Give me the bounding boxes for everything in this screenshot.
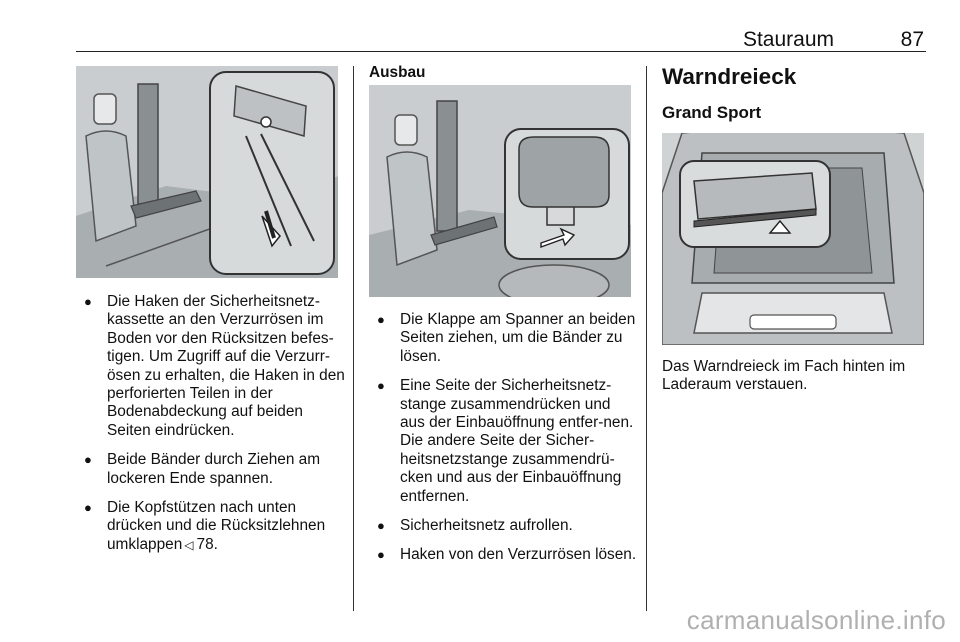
list-item <box>84 499 346 554</box>
net-cassette-hook-figure <box>76 66 338 278</box>
xref-triangle-icon: ◁ <box>184 537 194 552</box>
bullet-icon: ● <box>377 547 385 563</box>
list-item <box>377 311 639 366</box>
bullet-icon: ● <box>377 312 385 327</box>
xref-page[interactable]: 78. <box>196 535 218 553</box>
list-item <box>377 517 639 535</box>
list-item <box>84 293 346 440</box>
subheading-ausbau: Ausbau <box>369 64 426 81</box>
column-divider-1 <box>353 66 354 611</box>
list-item <box>84 451 346 488</box>
section-subtitle-grand-sport: Grand Sport <box>662 103 762 122</box>
col2-step-list <box>377 311 639 576</box>
bullet-icon: ● <box>84 294 92 309</box>
page-title: Stauraum <box>742 28 834 51</box>
page-header <box>76 26 926 50</box>
list-item <box>377 377 639 506</box>
watermark: carmanualsonline.info <box>686 605 946 635</box>
bullet-icon: ● <box>84 500 92 516</box>
page-number: 87 <box>900 28 924 51</box>
net-tensioner-illustration <box>369 85 631 297</box>
paragraph-warndreieck: Das Warndreieck im Fach hinten im Laderaum verstauen. <box>662 358 906 394</box>
step-text: Sicherheitsnetz aufrollen. <box>400 517 573 535</box>
step-text: Die Kopfstützen nach unten drücken und die Rücksitzlehnen umklappen <box>107 499 326 553</box>
header-rule <box>76 51 926 52</box>
bullet-icon: ● <box>84 452 92 468</box>
net-cassette-illustration <box>76 66 338 278</box>
step-text: Beide Bänder durch Ziehen am lockeren Ende spannen. <box>107 451 321 487</box>
list-item <box>377 546 639 564</box>
step-text: Die Haken der Sicherheitsnetz-kassette an den Verzurrösen im Boden vor den Rücksitzen befes-tigen. Um Zugriff auf die Verzurr-ösen zu erhalten, die Haken in den perforierten Teilen in der Bodenabdeckung auf beiden Seiten eindrücken. <box>107 293 345 439</box>
warning-triangle-compartment-figure <box>662 133 924 345</box>
column-divider-2 <box>646 66 647 611</box>
section-title-warndreieck: Warndreieck <box>662 64 797 89</box>
trunk-compartment-illustration <box>662 133 924 345</box>
step-text: Die Klappe am Spanner an beiden Seiten ziehen, um die Bänder zu lösen. <box>400 311 636 365</box>
step-text: Haken von den Verzurrösen lösen. <box>400 546 637 564</box>
col1-step-list <box>84 293 346 565</box>
bullet-icon: ● <box>377 518 385 534</box>
net-tensioner-removal-figure <box>369 85 631 297</box>
step-text: Eine Seite der Sicherheitsnetz-stange zusammendrücken und aus der Einbauöffnung entfer-nen. Die andere Seite der Sicher-heitsnetzstange zusammendrü-cken und aus der Einbauöffnung entfernen. <box>400 377 634 505</box>
bullet-icon: ● <box>377 378 385 394</box>
